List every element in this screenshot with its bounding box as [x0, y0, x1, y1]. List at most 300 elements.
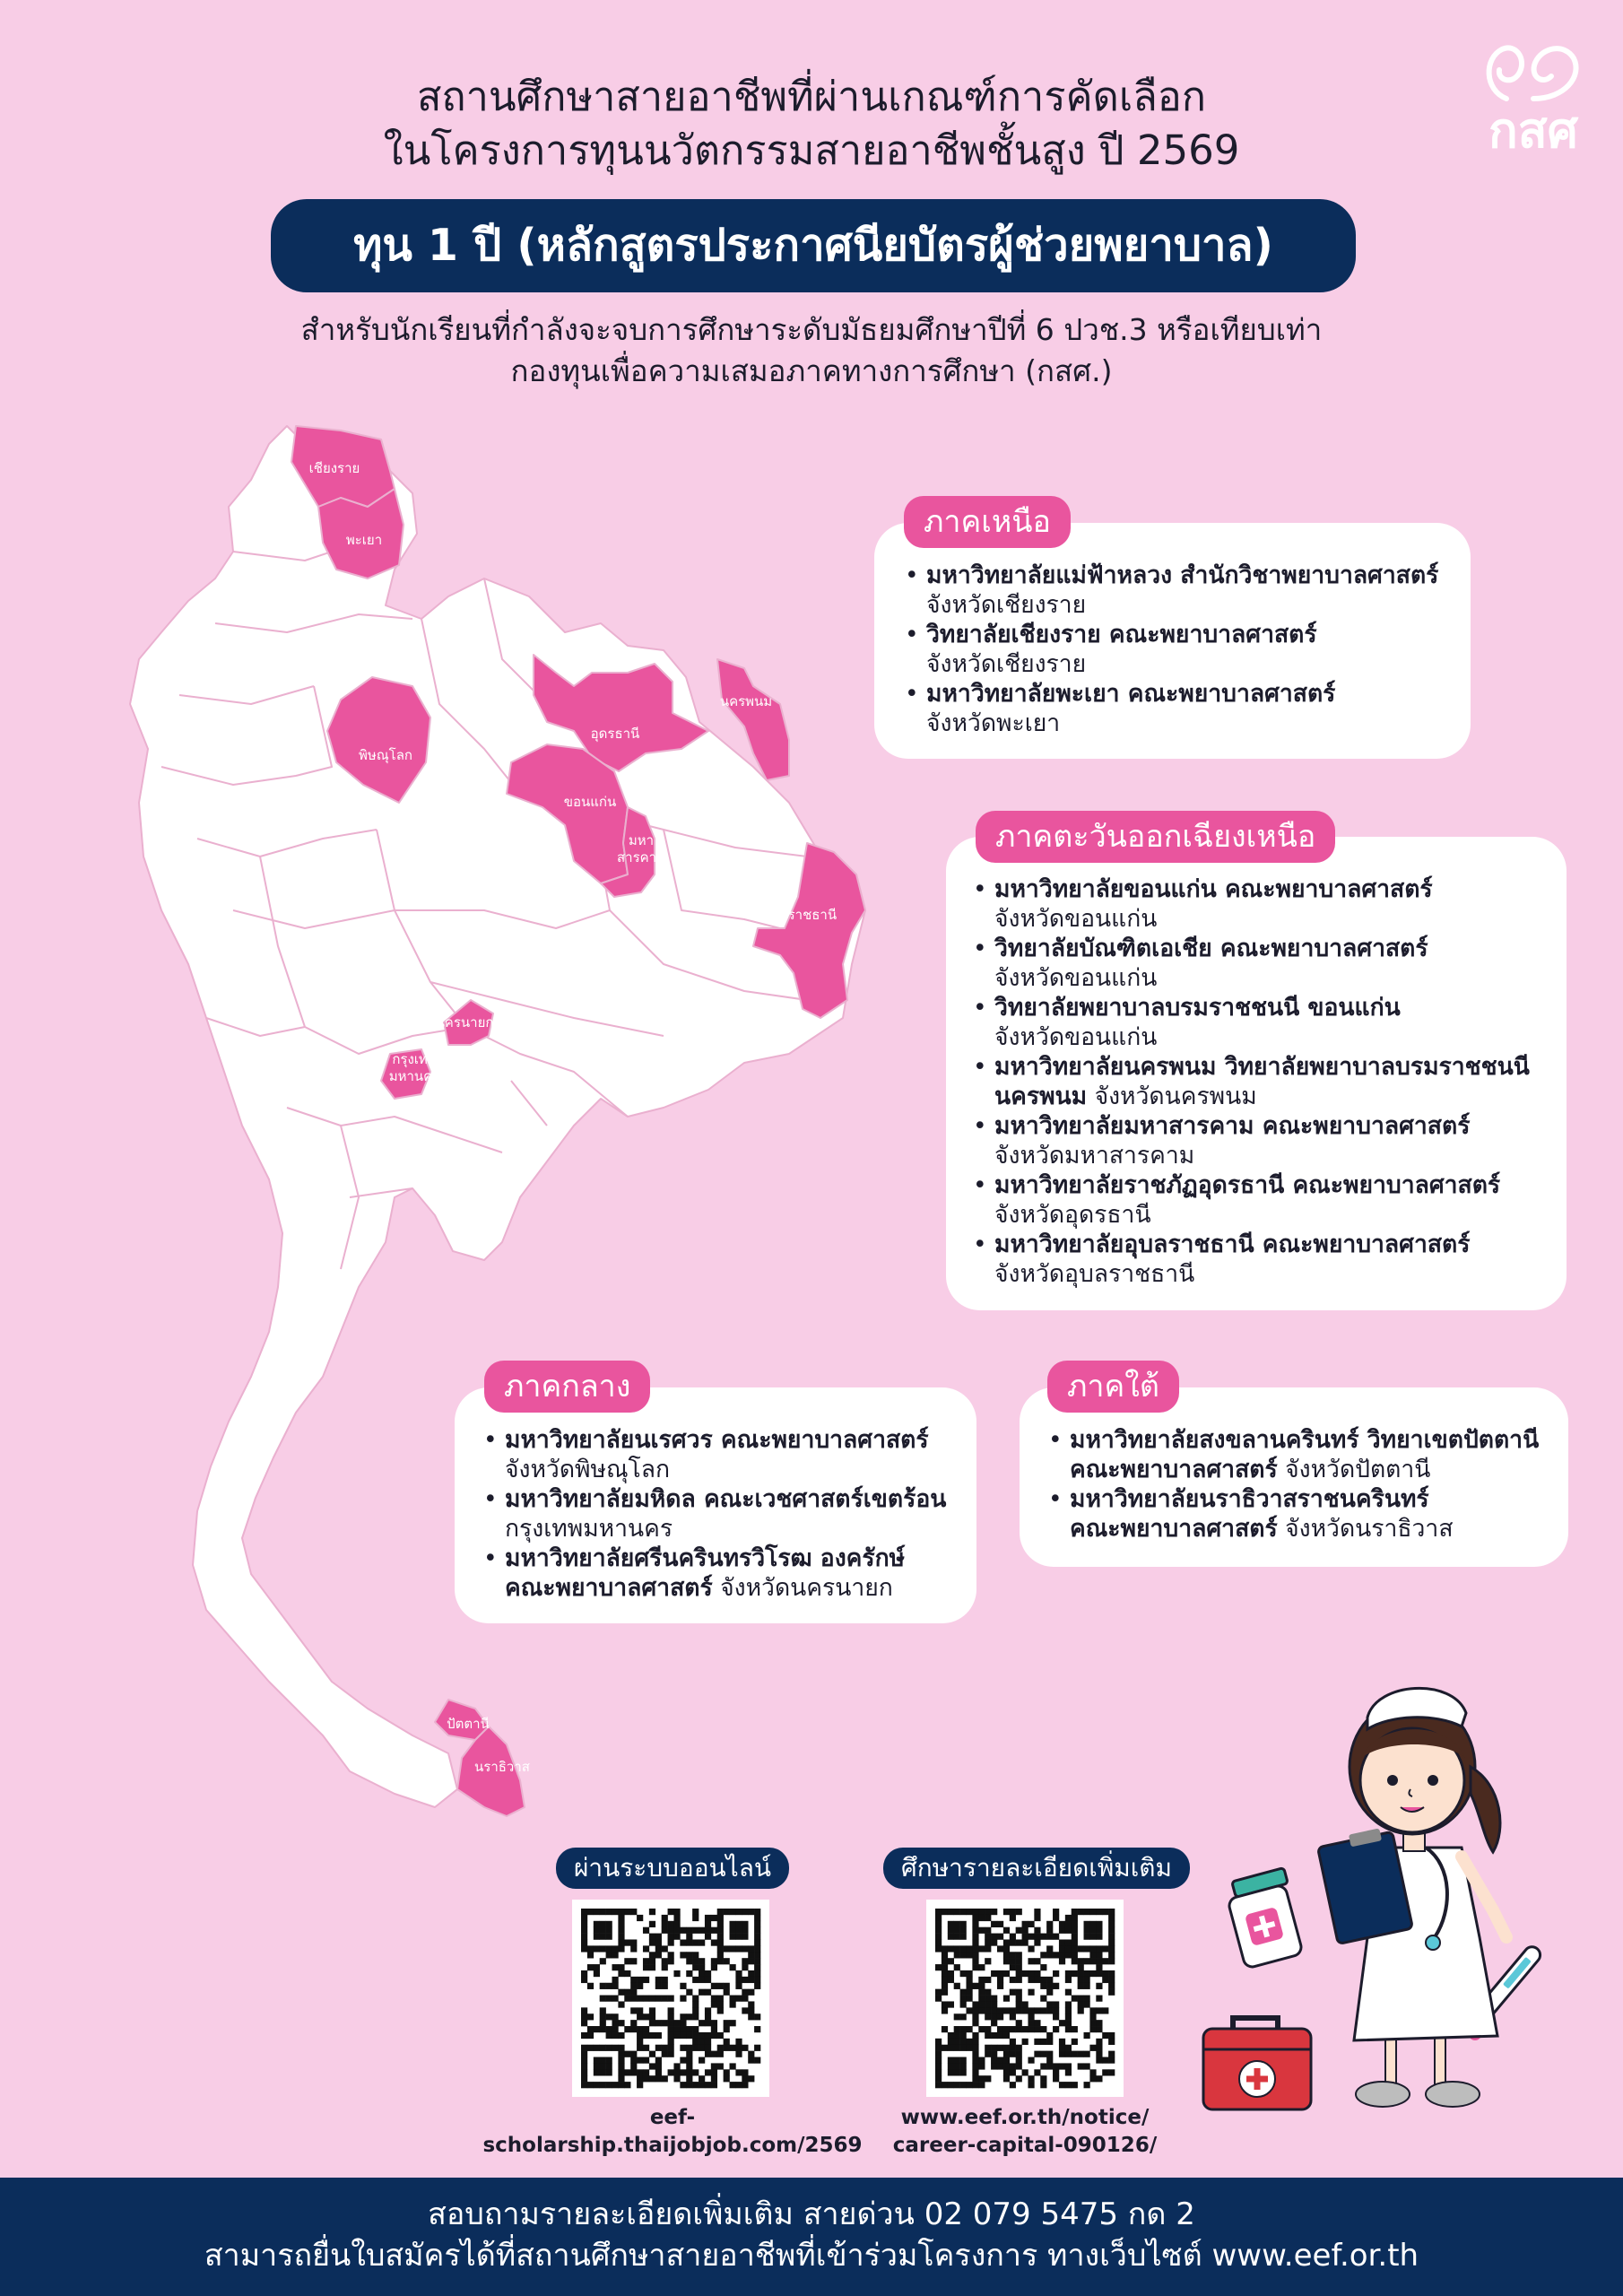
- qr-module: [1065, 1939, 1072, 1945]
- qr-module: [1053, 1952, 1059, 1958]
- map-label-bangkok-2: มหานคร: [388, 1068, 440, 1084]
- qr-module: [1089, 2026, 1096, 2032]
- qr-module: [1065, 2026, 1072, 2032]
- qr-module: [581, 1934, 587, 1940]
- qr-module: [1016, 2020, 1022, 2026]
- qr-module: [1084, 1921, 1090, 1927]
- qr-module: [668, 2039, 674, 2045]
- qr-module: [1034, 2069, 1040, 2075]
- qr-module: [618, 2075, 624, 2082]
- qr-module: [948, 2063, 954, 2069]
- qr-module: [1003, 2007, 1010, 2013]
- qr-module: [1108, 1934, 1115, 1940]
- qr-module: [655, 1952, 662, 1958]
- footer: [0, 2178, 1623, 2296]
- qr-module: [711, 2032, 717, 2039]
- qr-module: [1072, 1970, 1078, 1977]
- qr-module: [1010, 2013, 1016, 2020]
- qr-module: [1010, 1958, 1016, 1964]
- qr-module: [662, 1996, 668, 2002]
- qr-module: [643, 1945, 649, 1952]
- qr-module: [966, 2045, 972, 2051]
- qr-module: [1016, 2007, 1022, 2013]
- qr-module: [1040, 2075, 1046, 2082]
- qr-module: [935, 1927, 942, 1934]
- clipboard-icon: [1317, 1828, 1412, 1944]
- qr-module: [1046, 1934, 1053, 1940]
- qr-module: [1016, 1989, 1022, 1996]
- qr-module: [612, 2013, 618, 2020]
- qr-module: [705, 2069, 711, 2075]
- qr-module: [692, 1915, 699, 1921]
- qr-module: [686, 2057, 692, 2064]
- qr-module: [1034, 1939, 1040, 1945]
- qr-module: [686, 2026, 692, 2032]
- qr-module: [1022, 2026, 1028, 2032]
- qr-module: [1046, 2001, 1053, 2007]
- qr-module: [754, 1927, 760, 1934]
- list-item: • มหาวิทยาลัยมหิดล คณะเวชศาสตร์เขตร้อน กรุงเทพมหานคร: [482, 1484, 966, 1544]
- qr-module: [735, 2069, 742, 2075]
- qr-module: [618, 1964, 624, 1970]
- qr-module: [668, 1939, 674, 1945]
- qr-module: [1016, 1909, 1022, 1915]
- qr-module: [1078, 2001, 1084, 2007]
- qr-module: [717, 1921, 724, 1927]
- qr-module: [699, 1958, 705, 1964]
- qr-module: [978, 1977, 985, 1983]
- qr-module: [954, 1983, 960, 1989]
- qr-module: [997, 1983, 1003, 1989]
- qr-module: [948, 2057, 954, 2064]
- qr-module: [960, 1934, 967, 1940]
- footer-line-2: สามารถยื่นใบสมัครได้ที่สถานศึกษาสายอาชีพที่เข้าร่วมโครงการ ทางเว็บไซต์ www.eef.or.th: [204, 2238, 1419, 2274]
- qr-module: [954, 1909, 960, 1915]
- qr-module: [935, 1939, 942, 1945]
- qr-module: [594, 1927, 600, 1934]
- qr-module: [1072, 1915, 1078, 1921]
- qr-module: [612, 1945, 618, 1952]
- qr-module: [978, 1983, 985, 1989]
- qr-module: [1102, 1970, 1108, 1977]
- qr-module: [948, 1921, 954, 1927]
- qr-module: [618, 2057, 624, 2064]
- qr-module: [942, 1964, 948, 1970]
- qr-module: [1040, 1996, 1046, 2002]
- qr-module: [668, 2069, 674, 2075]
- qr-module: [1084, 1970, 1090, 1977]
- qr-module: [606, 1983, 612, 1989]
- qr-module: [1053, 2007, 1059, 2013]
- qr-module: [600, 2063, 606, 2069]
- qr-module: [730, 2020, 736, 2026]
- qr-module: [594, 2082, 600, 2088]
- qr-details-url[interactable]: [846, 2104, 1204, 2160]
- qr-module: [662, 1927, 668, 1934]
- qr-module: [960, 2082, 967, 2088]
- qr-module: [618, 2032, 624, 2039]
- qr-module: [742, 1921, 748, 1927]
- qr-module: [1089, 1921, 1096, 1927]
- qr-module: [649, 2020, 655, 2026]
- qr-module: [606, 2057, 612, 2064]
- qr-module: [1028, 2075, 1034, 2082]
- qr-module: [1108, 1983, 1115, 1989]
- qr-module: [730, 1927, 736, 1934]
- qr-module: [630, 1983, 637, 1989]
- qr-module: [1089, 2020, 1096, 2026]
- qr-module: [730, 2045, 736, 2051]
- qr-module: [730, 1996, 736, 2002]
- qr-module: [1065, 1952, 1072, 1958]
- nurse-illustration: [1193, 1614, 1551, 2117]
- qr-module: [680, 2069, 686, 2075]
- qr-module: [668, 2007, 674, 2013]
- qr-code-icon: [926, 1900, 1124, 2097]
- qr-module: [1065, 2051, 1072, 2057]
- qr-module: [581, 1915, 587, 1921]
- qr-module: [960, 2032, 967, 2039]
- qr-module: [686, 2051, 692, 2057]
- qr-module: [1059, 2082, 1065, 2088]
- qr-module: [960, 2039, 967, 2045]
- qr-module: [1089, 1958, 1096, 1964]
- qr-module: [1108, 2032, 1115, 2039]
- qr-module: [1022, 2007, 1028, 2013]
- qr-module: [1102, 2057, 1108, 2064]
- qr-module: [699, 1939, 705, 1945]
- qr-module: [1108, 1989, 1115, 1996]
- qr-module: [1016, 1958, 1022, 1964]
- map-label-bangkok-1: กรุงเทพ: [392, 1051, 437, 1067]
- qr-module: [754, 1964, 760, 1970]
- qr-online-url[interactable]: eef-scholarship.thaijobjob.com/2569: [482, 2106, 863, 2157]
- qr-module: [742, 2007, 748, 2013]
- qr-module: [754, 2026, 760, 2032]
- qr-module: [637, 2069, 643, 2075]
- qr-module: [972, 1909, 978, 1915]
- qr-module: [935, 1989, 942, 1996]
- qr-module: [612, 2082, 618, 2088]
- list-item: • มหาวิทยาลัยพะเยา คณะพยาบาลศาสตร์ จังหวัดพะเยา: [903, 679, 1454, 738]
- qr-module: [997, 1970, 1003, 1977]
- qr-module: [618, 1970, 624, 1977]
- qr-module: [1046, 1977, 1053, 1983]
- qr-module: [612, 2026, 618, 2032]
- qr-module: [717, 1952, 724, 1958]
- qr-module: [1010, 1989, 1016, 1996]
- qr-module: [966, 1996, 972, 2002]
- qr-module: [754, 1983, 760, 1989]
- qr-module: [587, 1983, 594, 1989]
- qr-module: [1084, 1927, 1090, 1934]
- qr-module: [954, 2013, 960, 2020]
- qr-module: [673, 2026, 680, 2032]
- qr-module: [717, 1939, 724, 1945]
- qr-module: [649, 2013, 655, 2020]
- qr-module: [991, 1970, 997, 1977]
- qr-module: [606, 1952, 612, 1958]
- qr-module: [972, 2007, 978, 2013]
- qr-details-code[interactable]: [926, 1900, 1124, 2097]
- qr-module: [942, 2007, 948, 2013]
- qr-module: [1072, 1934, 1078, 1940]
- qr-module: [735, 1909, 742, 1915]
- qr-module: [618, 1915, 624, 1921]
- qr-module: [1096, 1927, 1102, 1934]
- qr-module: [724, 2039, 730, 2045]
- qr-module: [1108, 1927, 1115, 1934]
- qr-module: [978, 1909, 985, 1915]
- qr-module: [966, 1977, 972, 1983]
- qr-module: [735, 1927, 742, 1934]
- qr-module: [686, 1970, 692, 1977]
- qr-module: [662, 1958, 668, 1964]
- qr-module: [1089, 1952, 1096, 1958]
- qr-module: [1096, 1909, 1102, 1915]
- qr-module: [966, 2082, 972, 2088]
- qr-module: [612, 2045, 618, 2051]
- qr-module: [686, 1958, 692, 1964]
- qr-module: [711, 1958, 717, 1964]
- qr-module: [618, 1945, 624, 1952]
- qr-module: [600, 2020, 606, 2026]
- qr-module: [1065, 2069, 1072, 2075]
- qr-module: [643, 1927, 649, 1934]
- qr-module: [1022, 2069, 1028, 2075]
- qr-module: [742, 1989, 748, 1996]
- eef-logo-icon: [1480, 36, 1587, 108]
- qr-module: [600, 2057, 606, 2064]
- subtitle-line-1: สำหรับนักเรียนที่กำลังจะจบการศึกษาระดับมัธยมศึกษาปีที่ 6 ปวช.3 หรือเทียบเท่า: [300, 312, 1323, 347]
- qr-module: [705, 1915, 711, 1921]
- qr-module: [1053, 2075, 1059, 2082]
- qr-module: [1084, 2032, 1090, 2039]
- scholarship-title: ทุน 1 ปี (หลักสูตรประกาศนียบัตรผู้ช่วยพยาบาล): [271, 199, 1356, 292]
- qr-module: [948, 1970, 954, 1977]
- qr-module: [668, 2051, 674, 2057]
- qr-module: [705, 1921, 711, 1927]
- qr-module: [935, 2069, 942, 2075]
- qr-module: [662, 2045, 668, 2051]
- qr-module: [1046, 2063, 1053, 2069]
- north-region-label: ภาคเหนือ: [904, 496, 1071, 548]
- qr-module: [618, 2045, 624, 2051]
- qr-module: [1084, 1909, 1090, 1915]
- qr-module: [600, 2026, 606, 2032]
- qr-module: [730, 1921, 736, 1927]
- qr-module: [1028, 2020, 1034, 2026]
- qr-module: [1065, 1970, 1072, 1977]
- qr-module: [1046, 1952, 1053, 1958]
- qr-module: [594, 1921, 600, 1927]
- qr-module: [600, 2007, 606, 2013]
- qr-module: [680, 2045, 686, 2051]
- qr-module: [705, 2032, 711, 2039]
- qr-module: [649, 1934, 655, 1940]
- qr-module: [1040, 2007, 1046, 2013]
- logo-text: กสศ: [1488, 102, 1578, 159]
- qr-module: [1040, 2026, 1046, 2032]
- qr-module: [960, 2001, 967, 2007]
- qr-module: [686, 2013, 692, 2020]
- qr-module: [1010, 1964, 1016, 1970]
- qr-module: [1034, 1977, 1040, 1983]
- qr-module: [1096, 1983, 1102, 1989]
- qr-module: [668, 1952, 674, 1958]
- qr-module: [742, 2045, 748, 2051]
- qr-module: [1010, 2007, 1016, 2013]
- qr-module: [754, 2057, 760, 2064]
- qr-module: [711, 2026, 717, 2032]
- qr-module: [692, 2045, 699, 2051]
- qr-module: [699, 1964, 705, 1970]
- qr-module: [1010, 1909, 1016, 1915]
- qr-module: [1046, 2039, 1053, 2045]
- qr-module: [942, 1945, 948, 1952]
- qr-module: [985, 1909, 991, 1915]
- qr-module: [1022, 2001, 1028, 2007]
- qr-module: [699, 2057, 705, 2064]
- qr-module: [1108, 2057, 1115, 2064]
- qr-module: [649, 1909, 655, 1915]
- south-region-label: ภาคใต้: [1047, 1361, 1179, 1413]
- qr-module: [606, 2026, 612, 2032]
- qr-module: [972, 2013, 978, 2020]
- qr-module: [630, 2020, 637, 2026]
- qr-module: [935, 2082, 942, 2088]
- qr-module: [630, 1945, 637, 1952]
- qr-module: [686, 1927, 692, 1934]
- qr-module: [1089, 1945, 1096, 1952]
- qr-module: [1022, 1921, 1028, 1927]
- qr-module: [935, 1921, 942, 1927]
- map-label-maha-sarakham-1: มหา: [628, 832, 655, 848]
- qr-module: [1078, 2051, 1084, 2057]
- qr-module: [594, 2063, 600, 2069]
- qr-module: [972, 2057, 978, 2064]
- qr-module: [978, 1996, 985, 2002]
- qr-module: [624, 1958, 630, 1964]
- qr-module: [717, 2045, 724, 2051]
- qr-module: [1016, 1939, 1022, 1945]
- qr-module: [972, 2051, 978, 2057]
- qr-module: [1078, 2063, 1084, 2069]
- qr-module: [1089, 2075, 1096, 2082]
- qr-module: [735, 1977, 742, 1983]
- qr-module: [600, 1934, 606, 1940]
- qr-module: [637, 2045, 643, 2051]
- qr-module: [600, 2013, 606, 2020]
- qr-module: [692, 2007, 699, 2013]
- qr-module: [935, 1934, 942, 1940]
- qr-module: [997, 1921, 1003, 1927]
- qr-module: [581, 1927, 587, 1934]
- qr-module: [997, 2057, 1003, 2064]
- qr-module: [612, 2020, 618, 2026]
- qr-module: [724, 1983, 730, 1989]
- qr-module: [966, 1952, 972, 1958]
- qr-module: [618, 2082, 624, 2088]
- qr-module: [711, 1939, 717, 1945]
- qr-module: [954, 2045, 960, 2051]
- qr-module: [1028, 2026, 1034, 2032]
- qr-module: [985, 1939, 991, 1945]
- qr-module: [686, 1939, 692, 1945]
- qr-module: [1072, 1909, 1078, 1915]
- qr-module: [630, 1977, 637, 1983]
- map-label-udon: อุดรธานี: [590, 726, 640, 742]
- qr-module: [985, 2026, 991, 2032]
- qr-module: [1096, 2075, 1102, 2082]
- qr-module: [630, 2051, 637, 2057]
- qr-module: [1046, 1921, 1053, 1927]
- qr-module: [1003, 2051, 1010, 2057]
- thailand-map-svg: [126, 408, 879, 1843]
- qr-module: [1022, 1939, 1028, 1945]
- qr-module: [1108, 1939, 1115, 1945]
- qr-module: [954, 2063, 960, 2069]
- qr-module: [1016, 2063, 1022, 2069]
- qr-module: [662, 1964, 668, 1970]
- qr-module: [1084, 1945, 1090, 1952]
- qr-module: [1034, 2020, 1040, 2026]
- qr-module: [948, 2069, 954, 2075]
- qr-module: [630, 1989, 637, 1996]
- qr-module: [606, 2013, 612, 2020]
- qr-module: [699, 2039, 705, 2045]
- qr-module: [1072, 1945, 1078, 1952]
- title-line-1: สถานศึกษาสายอาชีพที่ผ่านเกณฑ์การคัดเลือก: [416, 73, 1207, 120]
- qr-module: [730, 1945, 736, 1952]
- qr-module: [649, 1964, 655, 1970]
- qr-module: [972, 1983, 978, 1989]
- qr-module: [1089, 2013, 1096, 2020]
- qr-module: [680, 1983, 686, 1989]
- qr-module: [692, 1909, 699, 1915]
- qr-module: [724, 2045, 730, 2051]
- qr-module: [680, 1927, 686, 1934]
- qr-module: [606, 2069, 612, 2075]
- qr-module: [1108, 1970, 1115, 1977]
- qr-module: [985, 1989, 991, 1996]
- qr-module: [960, 2026, 967, 2032]
- qr-module: [985, 1934, 991, 1940]
- qr-module: [606, 2045, 612, 2051]
- qr-module: [942, 1970, 948, 1977]
- north-region-card: [874, 523, 1471, 759]
- first-aid-kit-icon: [1203, 2018, 1311, 2109]
- qr-module: [960, 2013, 967, 2020]
- qr-module: [717, 1915, 724, 1921]
- qr-module: [692, 2001, 699, 2007]
- qr-module: [742, 1958, 748, 1964]
- qr-module: [680, 1939, 686, 1945]
- qr-module: [1016, 1964, 1022, 1970]
- qr-module: [748, 1989, 754, 1996]
- qr-module: [985, 1915, 991, 1921]
- qr-module: [600, 1996, 606, 2002]
- qr-online-code[interactable]: [572, 1900, 769, 2097]
- list-item: • วิทยาลัยบัณฑิตเอเชีย คณะพยาบาลศาสตร์ จังหวัดขอนแก่น: [971, 934, 1554, 993]
- qr-module: [960, 1927, 967, 1934]
- qr-module: [942, 2001, 948, 2007]
- qr-module: [1028, 1934, 1034, 1940]
- qr-module: [1040, 2063, 1046, 2069]
- qr-module: [730, 2063, 736, 2069]
- qr-module: [699, 1989, 705, 1996]
- qr-module: [581, 2020, 587, 2026]
